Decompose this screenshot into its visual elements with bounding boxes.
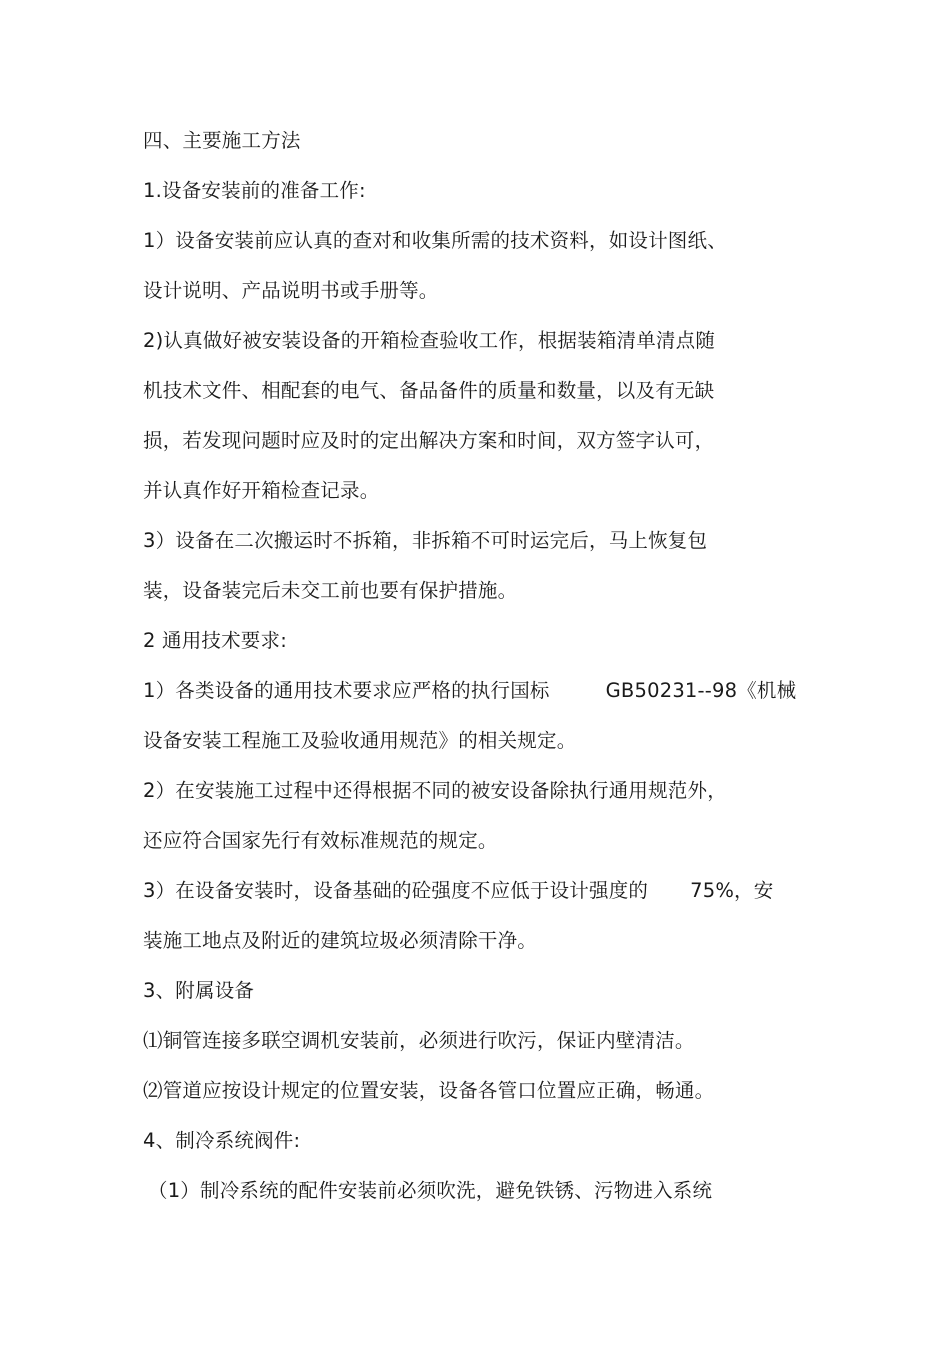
paragraph-line: 装，设备装完后未交工前也要有保护措施。 [143, 579, 518, 602]
subsection-heading: 1.设备安装前的准备工作: [143, 179, 366, 202]
paragraph-line: 1）设备安装前应认真的查对和收集所需的技术资料，如设计图纸、 [143, 229, 727, 252]
paragraph-text: 3）在设备安装时，设备基础的砼强度不应低于设计强度的 [143, 879, 649, 902]
paragraph-line: （1）制冷系统的配件安装前必须吹洗，避免铁锈、污物进入系统 [148, 1179, 713, 1202]
paragraph-line: 损，若发现问题时应及时的定出解决方案和时间，双方签字认可， [143, 429, 715, 452]
paragraph-line: ⑵管道应按设计规定的位置安装，设备各管口位置应正确，畅通。 [143, 1079, 715, 1102]
paragraph-line: 设备安装工程施工及验收通用规范》的相关规定。 [143, 729, 577, 752]
section-heading: 四、主要施工方法 [143, 129, 301, 152]
paragraph-line: 并认真作好开箱检查记录。 [143, 479, 380, 502]
paragraph-line [143, 679, 796, 703]
paragraph-line [143, 879, 773, 903]
paragraph-line: 装施工地点及附近的建筑垃圾必须清除干净。 [143, 929, 538, 952]
paragraph-line: ⑴铜管连接多联空调机安装前，必须进行吹污，保证内壁清洁。 [143, 1029, 695, 1052]
subsection-heading: 4、制冷系统阀件: [143, 1129, 301, 1152]
paragraph-line: 还应符合国家先行有效标准规范的规定。 [143, 829, 498, 852]
subsection-heading: 3、附属设备 [143, 979, 255, 1002]
standard-code: GB50231--98《机械 [605, 679, 797, 702]
paragraph-line: 机技术文件、相配套的电气、备品备件的质量和数量，以及有无缺 [143, 379, 715, 402]
paragraph-line: 设计说明、产品说明书或手册等。 [143, 279, 439, 302]
paragraph-text: 1）各类设备的通用技术要求应严格的执行国标 [143, 679, 550, 702]
paragraph-line: 2）在安装施工过程中还得根据不同的被安设备除执行通用规范外， [143, 779, 727, 802]
paragraph-line: 3）设备在二次搬运时不拆箱，非拆箱不可时运完后，马上恢复包 [143, 529, 708, 552]
subsection-heading: 2 通用技术要求: [143, 629, 287, 652]
percentage-value: 75%，安 [690, 879, 774, 902]
paragraph-line: 2)认真做好被安装设备的开箱检查验收工作，根据装箱清单清点随 [143, 329, 716, 352]
